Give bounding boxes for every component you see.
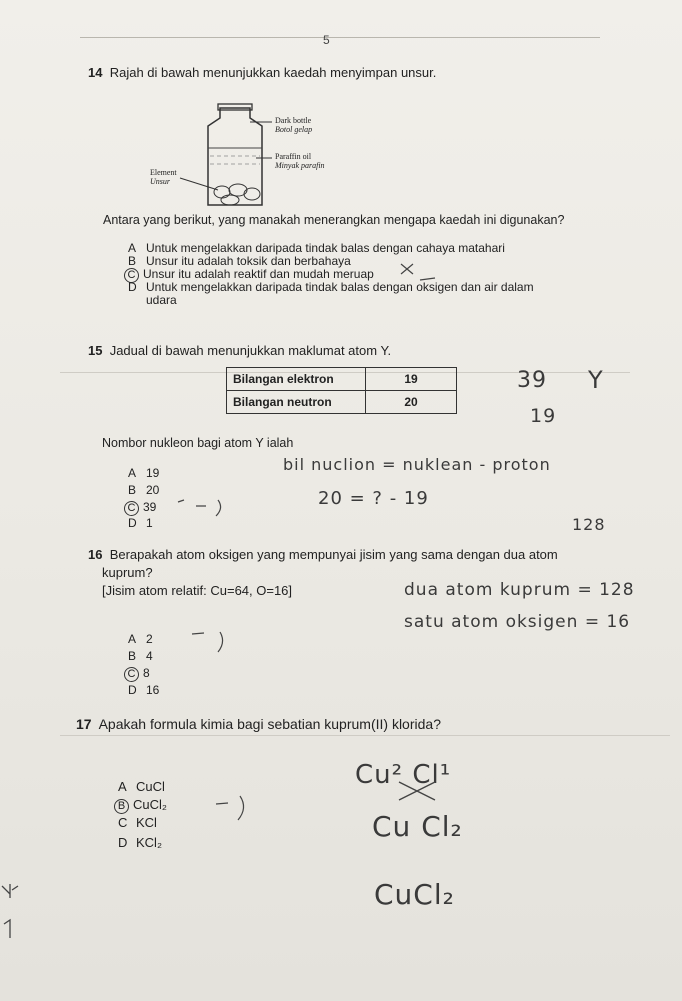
hw-equation: 20 = ? - 19 bbox=[318, 488, 429, 509]
option-text: 2 bbox=[146, 632, 153, 646]
option-text: 39 bbox=[143, 500, 157, 514]
q16-header bbox=[88, 547, 558, 562]
q16-option-c[interactable] bbox=[124, 666, 150, 682]
q15-question: Nombor nukleon bagi atom Y ialah bbox=[102, 436, 294, 450]
top-rule bbox=[80, 37, 600, 38]
label-oil-en: Paraffin oil bbox=[275, 152, 312, 161]
q15-header bbox=[88, 343, 391, 358]
q15-option-b[interactable] bbox=[128, 483, 159, 497]
atom-y-table bbox=[226, 367, 457, 414]
label-oil-ms: Minyak parafin bbox=[275, 161, 325, 170]
q15-answer-mark bbox=[176, 494, 246, 520]
option-text: 20 bbox=[146, 483, 160, 497]
margin-marks bbox=[0, 880, 30, 940]
table-cell-value: 19 bbox=[366, 368, 457, 391]
hw-128: 128 bbox=[572, 515, 606, 534]
q17-text: Apakah formula kimia bagi sebatian kuprum(II) klorida? bbox=[98, 716, 441, 732]
q14-header bbox=[88, 65, 436, 80]
option-text: 8 bbox=[143, 666, 150, 680]
option-letter-circled: C bbox=[124, 667, 139, 682]
q16-text: Berapakah atom oksigen yang mempunyai jisim yang sama dengan dua atom bbox=[109, 547, 558, 562]
option-text: 19 bbox=[146, 466, 160, 480]
option-letter: C bbox=[118, 815, 128, 830]
hw-nucleon-formula: bil nuclion = nuklean - proton bbox=[283, 455, 551, 474]
option-letter-circled: C bbox=[124, 268, 139, 283]
option-text: Unsur itu adalah reaktif dan mudah meruap bbox=[143, 267, 374, 281]
q14-option-d-cont: udara bbox=[146, 293, 177, 307]
q14-text: Rajah di bawah menunjukkan kaedah menyimpan unsur. bbox=[109, 65, 437, 80]
label-element-ms: Unsur bbox=[150, 177, 171, 186]
option-letter: A bbox=[128, 632, 137, 646]
q16-option-a[interactable] bbox=[128, 632, 153, 646]
hw-cross-lines bbox=[395, 778, 445, 804]
option-letter: D bbox=[128, 683, 137, 697]
option-text: Unsur itu adalah toksik dan berbahaya bbox=[146, 254, 351, 268]
option-text: 4 bbox=[146, 649, 153, 663]
q16-answer-mark bbox=[190, 628, 240, 656]
option-letter: B bbox=[128, 649, 137, 663]
q16-option-d[interactable] bbox=[128, 683, 159, 697]
hw-one-oxygen: satu atom oksigen = 16 bbox=[404, 612, 631, 632]
label-element-en: Element bbox=[150, 168, 177, 177]
q15-option-a[interactable] bbox=[128, 466, 159, 480]
q15-option-c[interactable] bbox=[124, 500, 156, 516]
option-text: KCl bbox=[136, 815, 157, 830]
option-text: 16 bbox=[146, 683, 160, 697]
rule-q17 bbox=[60, 735, 670, 736]
table-cell-label: Bilangan elektron bbox=[227, 368, 366, 391]
hw-y: Y bbox=[588, 366, 604, 394]
q15-number: 15 bbox=[88, 343, 103, 358]
option-letter-circled: B bbox=[114, 799, 129, 814]
q16-note: [Jisim atom relatif: Cu=64, O=16] bbox=[102, 583, 293, 598]
q17-number: 17 bbox=[76, 716, 92, 732]
table-row bbox=[227, 368, 457, 391]
hw-formula-2: CuCl₂ bbox=[374, 878, 455, 911]
option-text: 1 bbox=[146, 516, 153, 530]
q16-number: 16 bbox=[88, 547, 103, 562]
option-letter: B bbox=[128, 483, 137, 497]
q17-option-a[interactable] bbox=[118, 780, 165, 794]
option-letter: A bbox=[118, 779, 127, 794]
option-letter: D bbox=[128, 280, 137, 294]
option-letter: B bbox=[128, 254, 137, 268]
q14-option-b[interactable] bbox=[128, 254, 351, 268]
table-cell-label: Bilangan neutron bbox=[227, 391, 366, 414]
option-letter: A bbox=[128, 241, 137, 255]
q17-option-d[interactable] bbox=[118, 836, 162, 850]
label-bottle-ms: Botol gelap bbox=[275, 125, 313, 134]
q17-option-c[interactable] bbox=[118, 816, 157, 830]
hw-two-copper: dua atom kuprum = 128 bbox=[404, 580, 635, 600]
q16-text-cont: kuprum? bbox=[102, 565, 153, 580]
hw-formula-1: Cu Cl₂ bbox=[372, 810, 463, 843]
option-letter: A bbox=[128, 466, 137, 480]
option-text: CuCl bbox=[136, 779, 165, 794]
q14-handwritten-marks bbox=[395, 258, 635, 288]
q14-option-a[interactable] bbox=[128, 241, 505, 255]
q17-answer-mark bbox=[214, 790, 264, 826]
label-element bbox=[150, 168, 177, 186]
table-row bbox=[227, 391, 457, 414]
q17-header bbox=[76, 716, 441, 732]
q17-option-b[interactable] bbox=[114, 798, 167, 814]
option-text: Untuk mengelakkan daripada tindak balas dengan oksigen dan air dalam bbox=[146, 280, 534, 294]
q15-option-d[interactable] bbox=[128, 516, 153, 530]
option-letter-circled: C bbox=[124, 501, 139, 516]
option-text: Untuk mengelakkan daripada tindak balas dengan cahaya matahari bbox=[146, 241, 505, 255]
q16-option-b[interactable] bbox=[128, 649, 153, 663]
option-text: CuCl₂ bbox=[133, 797, 167, 812]
option-text: KCl₂ bbox=[136, 835, 162, 850]
q15-text: Jadual di bawah menunjukkan maklumat atom Y. bbox=[109, 343, 392, 358]
q14-question: Antara yang berikut, yang manakah menerangkan mengapa kaedah ini digunakan? bbox=[103, 213, 565, 227]
hw-19: 19 bbox=[530, 405, 557, 427]
label-paraffin bbox=[275, 152, 325, 170]
q14-number: 14 bbox=[88, 65, 103, 80]
hw-valency: Cu² Cl¹ bbox=[355, 760, 452, 790]
page-number: 5 bbox=[323, 33, 330, 47]
label-dark-bottle bbox=[275, 116, 312, 134]
storage-diagram bbox=[150, 100, 390, 215]
label-bottle-en: Dark bottle bbox=[275, 116, 312, 125]
hw-39: 39 bbox=[517, 368, 547, 393]
option-letter: D bbox=[128, 516, 137, 530]
option-letter: D bbox=[118, 835, 128, 850]
table-cell-value: 20 bbox=[366, 391, 457, 414]
